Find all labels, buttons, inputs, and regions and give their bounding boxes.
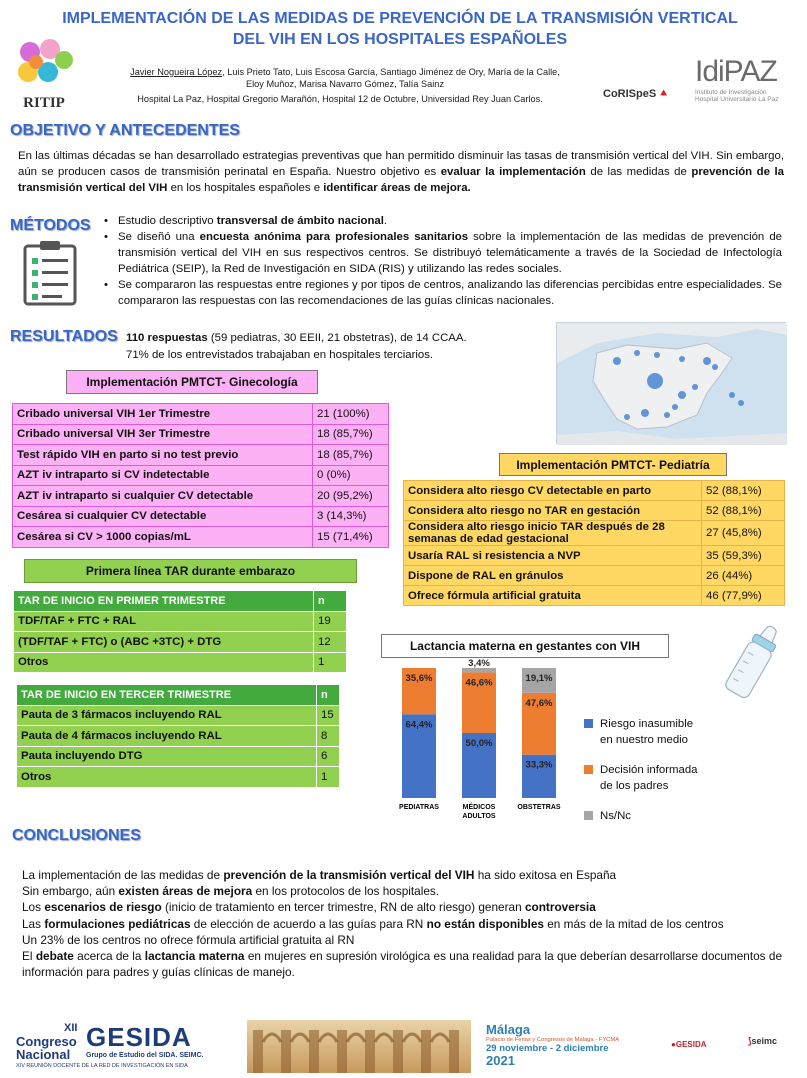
pedia-row [404,521,785,546]
affiliations: Hospital La Paz, Hospital Gregorio Marañón, Hospital 12 de Octubre, Universidad Rey Juan Carlos. [137,94,543,104]
gine-label: Cesárea si cualquier CV detectable [13,506,313,527]
objetivo-text-1: En las últimas décadas se han desarrollado estrategias preventivas que han permitido disminuir las tasas de transmisión vertical del VIH. Sin embargo, aún se producen casos de transmisión perinatal en España. Nuestro objetivo es [18,150,784,178]
gine-row [13,506,389,527]
metodos-bullet-3: • Se compararon las respuestas entre regiones y por tipos de centros, analizando las diferencias percibidas entre especialidades. Se compararon las respuestas con las recomendaciones de las guías clínicas nacionales. [104,277,782,309]
metodos-b1-end: . [383,215,388,227]
objetivo-text-2: de las medidas de [590,166,687,178]
legend-swatch [584,811,593,820]
gesida-reunion: XIV REUNIÓN DOCENTE DE LA RED DE INVESTIGACIÓN EN SIDA [16,1063,188,1069]
tar-value: 8 [317,726,340,747]
gesida-small-logo [671,1040,707,1049]
tar-label: Otros [17,767,317,788]
objetivo-bold-2: prevención de la transmisión vertical del VIH [18,166,784,194]
tar-value: 6 [317,746,340,767]
metodos-b2-rest: sobre la implementación de las medidas de prevención de transmisión vertical del VIH en sus respectivos centros. Se distribuyó telemáticamente a través de la Sociedad de Infectología Pediátrica (SEIP), la Red de Investigación en SIDA (RIS) y utilizando las redes sociales. [118,231,782,275]
ritip-label: RITIP [23,95,65,111]
legend-swatch [584,765,593,774]
legend-item [584,762,708,794]
coris-logo [603,88,668,101]
tar-header-row [14,591,347,612]
gine-value: 0 (0%) [313,465,389,486]
idipaz-label: IdiPAZ [695,55,777,88]
malaga-dates: 29 noviembre - 2 diciembre [486,1043,609,1054]
data-label: 19,1% [525,673,553,684]
gine-table [12,403,389,548]
data-label: 64,4% [405,719,433,731]
pedia-value: 46 (77,9%) [702,586,785,606]
conclusiones-section [22,867,782,980]
malaga-year: 2021 [486,1053,515,1068]
gine-label: Cesárea si CV > 1000 copias/mL [13,527,313,548]
gine-row [13,486,389,507]
data-label: 47,6% [525,697,553,709]
gine-value: 18 (85,7%) [313,424,389,445]
metodos-b1-bold: transversal de ámbito nacional [216,215,384,227]
tar-row [17,767,340,788]
data-label: 46,6% [465,677,493,689]
tar-value: 1 [317,767,340,788]
tar-label: Pauta de 4 fármacos incluyendo RAL [17,726,317,747]
gine-label: AZT iv intraparto si cualquier CV detectable [13,486,313,507]
pedia-row [404,586,785,606]
legend-label: Ns/Nc [600,810,632,822]
title-line-1: IMPLEMENTACIÓN DE LAS MEDIDAS DE PREVENCIÓN DE LA TRANSMISIÓN VERTICAL [62,10,738,27]
metodos-bullet-2 [104,229,782,277]
congress-word: Congreso [16,1034,77,1049]
tar-value: 15 [317,705,340,726]
pedia-row [404,566,785,586]
metodos-b1-text: Estudio descriptivo [118,215,214,227]
gine-label: Cribado universal VIH 3er Trimestre [13,424,313,445]
metodos-bullet-1 [104,213,782,229]
authors-line-1: , Luis Prieto Tato, Luis Escosa García, Santiago Jiménez de Ory, María de la Calle, [222,67,560,77]
spain-map-image [557,323,787,445]
chart-title: Lactancia materna en gestantes con VIH [381,634,669,658]
idipaz-sub-1: Instituto de Investigación [695,89,767,96]
tar-header: TAR DE INICIO EN TERCER TRIMESTRE [17,685,317,706]
authors [95,66,595,90]
objetivo-text [18,148,784,196]
seimc-logo [748,1036,777,1047]
spain-map [556,322,786,444]
ribbon-icon: ⯅ [659,88,669,100]
tar-label: Pauta de 3 fármacos incluyendo RAL [17,705,317,726]
conclusion-5: Un 23% de los centros no ofrece fórmula artificial gratuita al RN [22,932,355,947]
nacional-word: Nacional [16,1047,71,1062]
tar-row [14,652,347,673]
conclusion-6: El debate acerca de la lactancia materna en mujeres en supresión virológica es una realidad para la que deberían desarrollarse documentos de información para padres y guías clínicas de manejo. [22,949,783,980]
legend-label: Riesgo inasumible en nuestro medio [600,718,694,746]
conclusion-3: Los escenarios de riesgo (inicio de tratamiento en tercer trimestre, RN de alto riesgo) generan controversia [22,900,596,915]
tar-label: (TDF/TAF + FTC) o (ABC +3TC) + DTG [14,632,314,653]
gesida-small-icon: ● [671,1040,676,1049]
pedia-label: Ofrece fórmula artificial gratuita [404,586,702,606]
baby-bottle-icon [728,622,778,707]
tar-header: TAR DE INICIO EN PRIMER TRIMESTRE [14,591,314,612]
title-line-2: DEL VIH EN LOS HOSPITALES ESPAÑOLES [232,31,568,48]
coris-label: CoRISpeS [603,88,657,100]
tar-value: 19 [314,611,347,632]
pedia-label: Considera alto riesgo CV detectable en parto [404,481,702,501]
malaga-city: Málaga [486,1022,531,1037]
tar-value: 12 [314,632,347,653]
pedia-label: Usaría RAL si resistencia a NVP [404,546,702,566]
tar-row [14,611,347,632]
tar-title: Primera línea TAR durante embarazo [24,559,357,583]
conclusion-4: Las formulaciones pediátricas de elección de acuerdo a las guías para RN no están disponibles en más de la mitad de los centros [22,916,724,931]
category-label: OBSTETRAS [517,804,561,811]
objetivo-bold-1: evaluar la implementación [440,166,586,178]
conclusion-1: La implementación de las medidas de prevención de la transmisión vertical del VIH ha sido exitosa en España [22,868,617,882]
gine-value: 3 (14,3%) [313,506,389,527]
pedia-table [403,480,785,606]
idipaz-sub-2: Hospital Universitario La Paz [695,96,779,103]
tar-value: 1 [314,652,347,673]
pedia-row [404,546,785,566]
pedia-row [404,501,785,521]
seimc-label: seimc [751,1036,778,1046]
gine-row [13,404,389,425]
data-label: 3,4% [468,658,490,669]
idipaz-logo [695,55,795,103]
objetivo-heading: OBJETIVO Y ANTECEDENTES [10,122,240,139]
legend-item [584,716,708,748]
pedia-title: Implementación PMTCT- Pediatría [499,453,727,476]
category-label: ADULTOS [462,813,496,820]
tar-row [17,726,340,747]
pedia-value: 27 (45,8%) [702,521,785,546]
tar-label: Otros [14,652,314,673]
malaga-architecture-image [247,1020,471,1073]
tar-row [17,705,340,726]
pedia-value: 26 (44%) [702,566,785,586]
gine-value: 18 (85,7%) [313,445,389,466]
footer [0,1018,807,1073]
malaga-block [486,1022,656,1067]
gine-row [13,445,389,466]
conclusion-2: Sin embargo, aún existen áreas de mejora en los protocolos de los hospitales. [22,884,440,899]
metodos-b2-bold: encuesta anónima para profesionales sanitarios [199,231,469,243]
pedia-row [404,481,785,501]
gine-title: Implementación PMTCT- Ginecología [66,370,318,394]
category-label: MÉDICOS [462,804,496,811]
gesida-small-label: GESIDA [675,1040,707,1049]
pedia-value: 52 (88,1%) [702,501,785,521]
tar-row [17,746,340,767]
respuestas-detail: (59 pediatras, 30 EEII, 21 obstetras), de 14 CCAA. [210,332,467,344]
resultados-summary [126,330,526,364]
tar-table-1 [13,590,347,673]
pedia-label: Considera alto riesgo no TAR en gestación [404,501,702,521]
objetivo-section [18,148,784,196]
legend-label: Decisión informada de los padres [600,764,698,792]
tar-label: Pauta incluyendo DTG [17,746,317,767]
poster-title [40,8,760,50]
metodos-b2-text: Se diseñó una [118,231,195,243]
metodos-section [104,213,782,309]
tar-label: TDF/TAF + FTC + RAL [14,611,314,632]
gine-row [13,424,389,445]
legend-item [584,808,708,824]
data-label: 33,3% [525,759,553,771]
terciarios-text: 71% de los entrevistados trabajaban en hospitales terciarios. [126,349,434,361]
category-label: PEDIATRAS [399,804,439,811]
lactancia-chart [380,658,590,824]
tar-table-2 [16,684,340,788]
legend-swatch [584,719,593,728]
data-label: 35,6% [405,673,433,684]
gine-label: Cribado universal VIH 1er Trimestre [13,404,313,425]
gine-value: 20 (95,2%) [313,486,389,507]
gesida-word: GESIDA [86,1022,192,1052]
pedia-label: Considera alto riesgo inicio TAR después de 28 semanas de edad gestacional [404,521,702,546]
gine-label: Test rápido VIH en parto si no test previo [13,445,313,466]
pedia-label: Dispone de RAL en gránulos [404,566,702,586]
respuestas-count: 110 respuestas [126,332,208,344]
congress-xii: XII [64,1022,78,1034]
gine-value: 21 (100%) [313,404,389,425]
gesida-grupo: Grupo de Estudio del SIDA. SEIMC. [86,1052,204,1059]
malaga-venue: Palacio de Ferias y Congresos de Málaga - FYCMA [486,1037,620,1043]
pedia-value: 52 (88,1%) [702,481,785,501]
gine-row [13,527,389,548]
tar-header-row [17,685,340,706]
objetivo-text-3: en los hospitales españoles e [170,182,321,194]
seimc-icon: ⟆ [748,1036,752,1046]
data-label: 50,0% [465,738,493,749]
tar-n-header: n [317,685,340,706]
gesida-congress-logo [14,1022,244,1072]
metodos-heading: MÉTODOS [10,217,91,234]
tar-row [14,632,347,653]
pedia-value: 35 (59,3%) [702,546,785,566]
first-author: Javier Nogueira López [130,67,223,77]
gine-row [13,465,389,486]
gine-label: AZT iv intraparto si CV indetectable [13,465,313,486]
conclusiones-heading: CONCLUSIONES [12,827,141,844]
resultados-heading: RESULTADOS [10,328,118,345]
objetivo-bold-3: identificar áreas de mejora. [323,182,471,194]
gine-value: 15 (71,4%) [313,527,389,548]
chart-legend [584,716,708,824]
authors-line-2: Eloy Muñoz, Marisa Navarro Gómez, Talía Sainz [246,79,444,89]
tar-n-header: n [314,591,347,612]
clipboard-icon [22,240,78,311]
